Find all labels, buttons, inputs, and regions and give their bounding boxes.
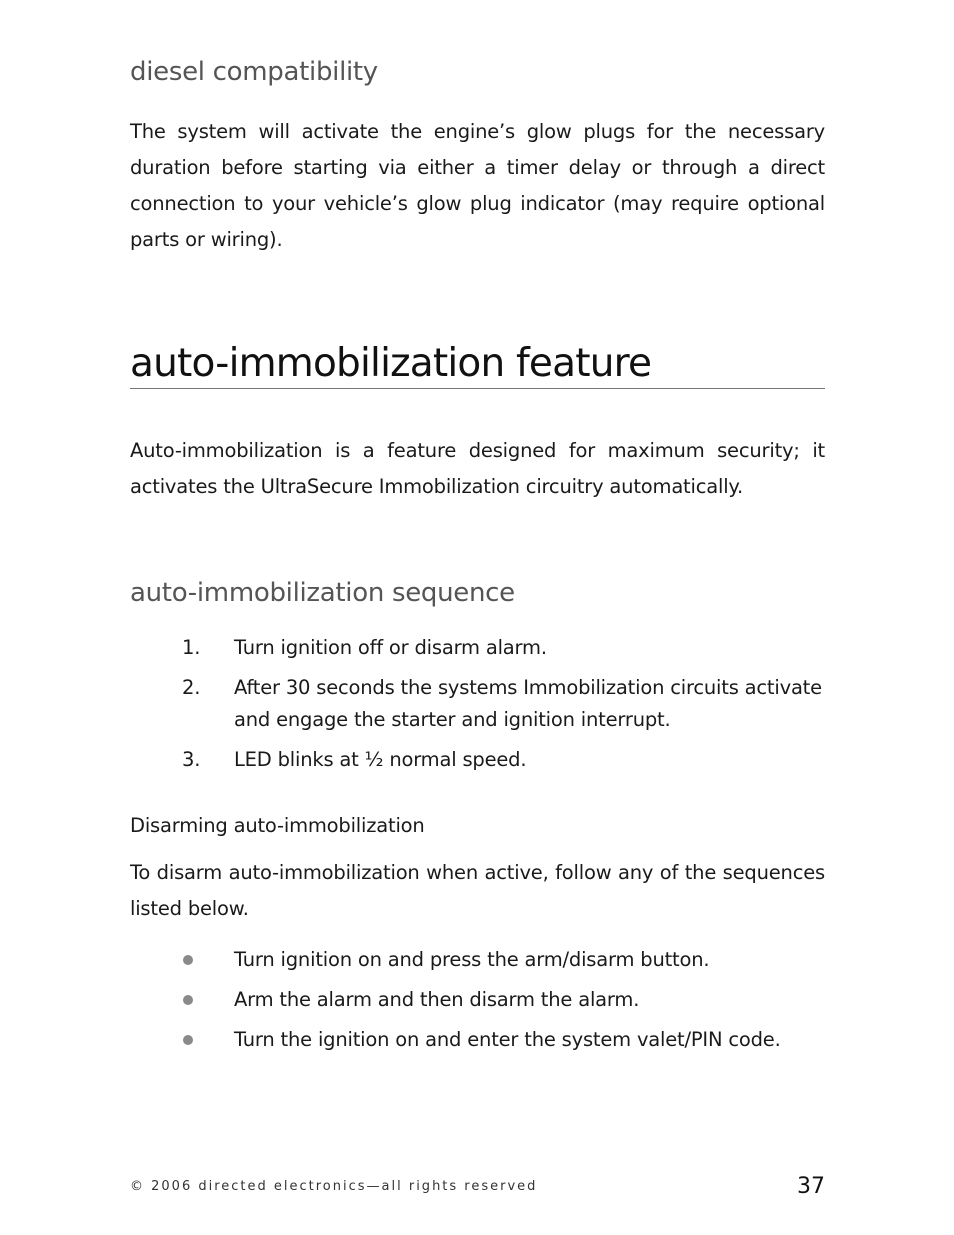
auto-immobilization-intro-paragraph: Auto-immobilization is a feature designed for maximum security; it activates the UltraSecure Immobilization circuitry automatically. bbox=[130, 439, 825, 498]
sequence-step bbox=[130, 744, 825, 776]
step-text: LED blinks at ½ normal speed. bbox=[234, 748, 527, 771]
disarming-auto-immobilization-heading: Disarming auto-immobilization bbox=[130, 814, 425, 837]
disarm-option bbox=[130, 1024, 825, 1056]
bullet-icon bbox=[183, 995, 193, 1005]
disarm-option-text: Turn the ignition on and enter the system valet/PIN code. bbox=[234, 1028, 781, 1051]
diesel-compatibility-paragraph: The system will activate the engine’s glow plugs for the necessary duration before starting via either a timer delay or through a direct connection to your vehicle’s glow plug indicator (may require optional parts or wiring). bbox=[130, 120, 825, 251]
auto-immobilization-feature-heading: auto-immobilization feature bbox=[130, 341, 652, 386]
copyright-footer: © 2006 directed electronics—all rights reserved bbox=[130, 1179, 538, 1194]
auto-immobilization-sequence-heading: auto-immobilization sequence bbox=[130, 578, 515, 608]
diesel-compatibility-heading: diesel compatibility bbox=[130, 57, 378, 87]
bullet-icon bbox=[183, 1035, 193, 1045]
disarm-options-list bbox=[130, 944, 825, 1064]
step-text: Turn ignition off or disarm alarm. bbox=[234, 636, 547, 659]
disarming-intro-paragraph: To disarm auto-immobilization when active, follow any of the sequences listed below. bbox=[130, 861, 825, 920]
step-number: 1. bbox=[182, 636, 201, 659]
disarm-option-text: Turn ignition on and press the arm/disarm button. bbox=[234, 948, 710, 971]
step-number: 2. bbox=[182, 676, 201, 699]
sequence-step bbox=[130, 672, 825, 736]
section-title-rule bbox=[130, 340, 825, 389]
disarm-option-text: Arm the alarm and then disarm the alarm. bbox=[234, 988, 640, 1011]
bullet-icon bbox=[183, 955, 193, 965]
sequence-steps-list bbox=[130, 632, 825, 784]
step-number: 3. bbox=[182, 748, 201, 771]
step-text: After 30 seconds the systems Immobilization circuits activate and engage the starter and ignition interrupt. bbox=[234, 676, 822, 731]
sequence-step bbox=[130, 632, 825, 664]
disarm-option bbox=[130, 944, 825, 976]
page-number: 37 bbox=[797, 1174, 825, 1199]
disarm-option bbox=[130, 984, 825, 1016]
